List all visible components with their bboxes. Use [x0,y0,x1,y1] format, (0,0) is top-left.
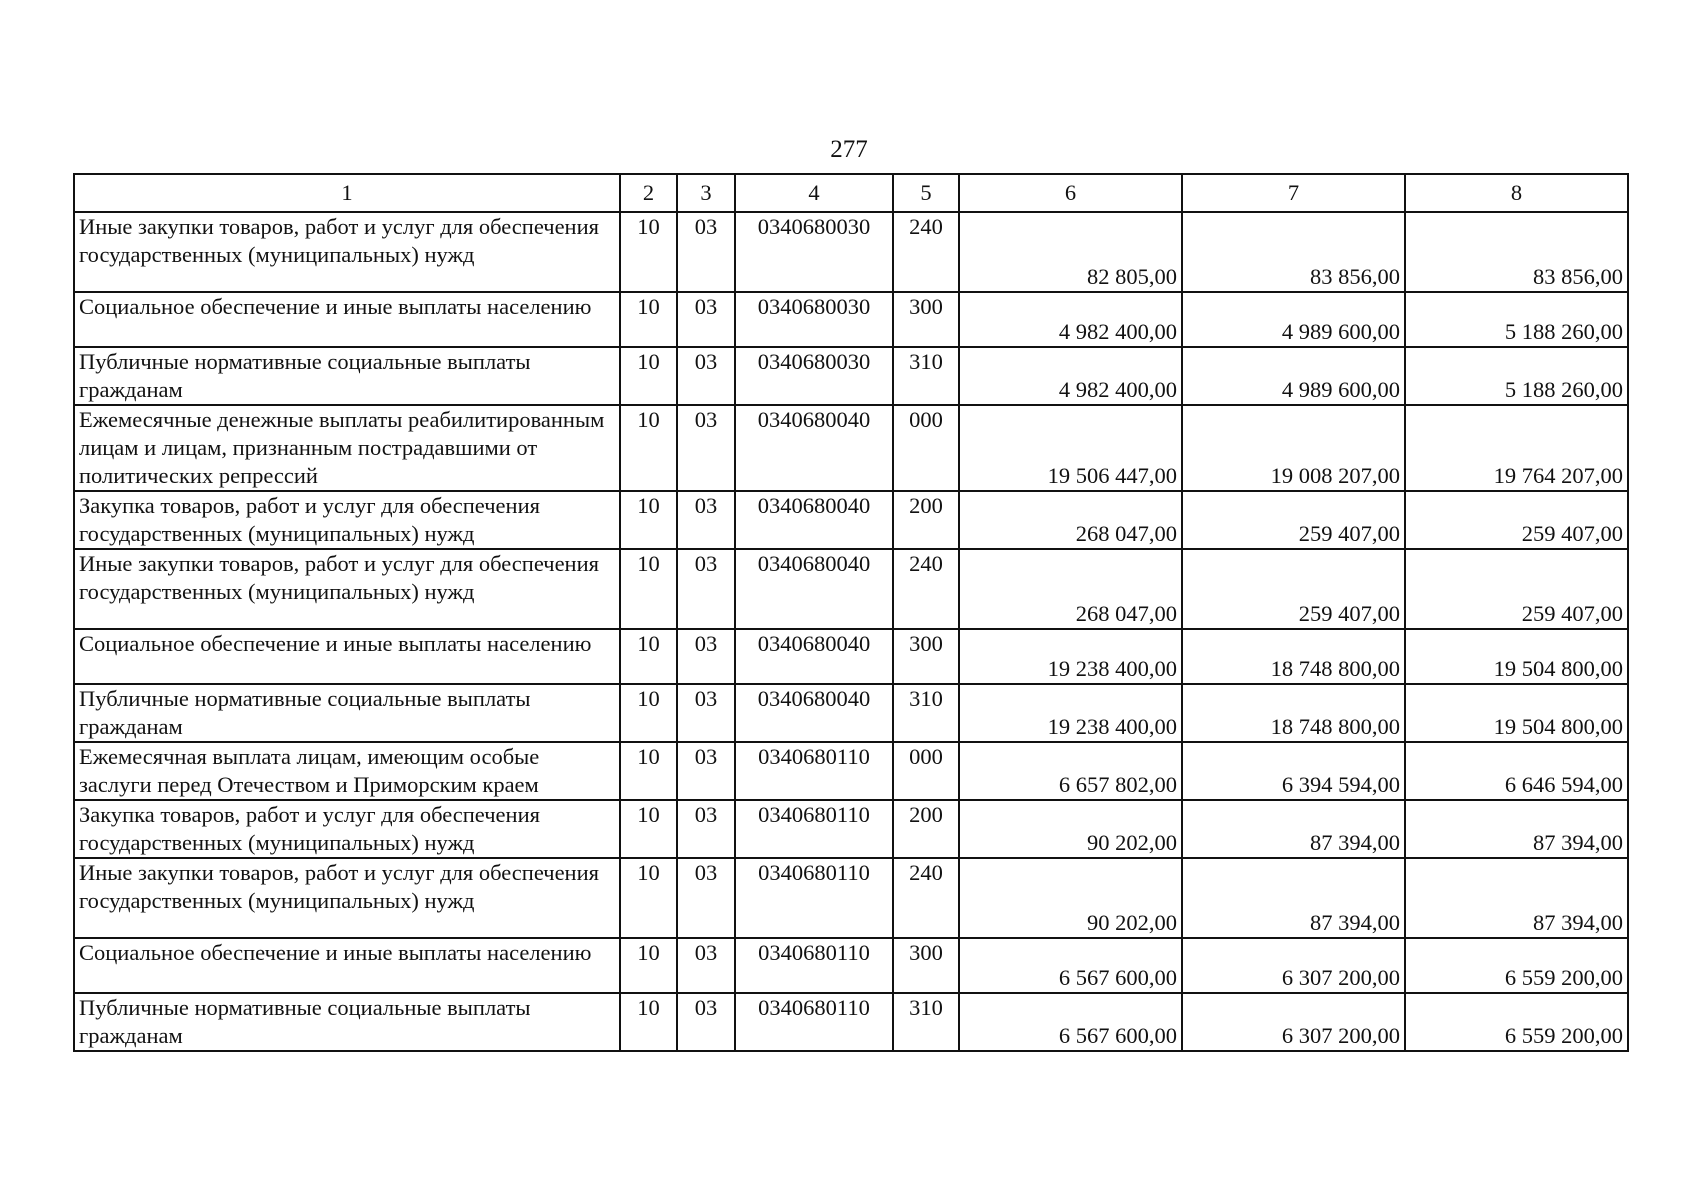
amount-col-6: 90 202,00 [959,858,1182,938]
column-header-5: 5 [893,174,959,212]
table-body [74,212,1628,1051]
target-article-code: 0340680040 [735,405,893,491]
section-code: 10 [620,212,677,292]
amount-col-7: 18 748 800,00 [1182,684,1405,742]
row-name: Иные закупки товаров, работ и услуг для обеспечения государственных (муниципальных) нужд [74,549,620,629]
row-name: Социальное обеспечение и иные выплаты населению [74,938,620,993]
target-article-code: 0340680030 [735,292,893,347]
amount-col-7: 83 856,00 [1182,212,1405,292]
row-name: Ежемесячная выплата лицам, имеющим особые заслуги перед Отечеством и Приморским краем [74,742,620,800]
subsection-code: 03 [677,742,735,800]
expense-type-code: 300 [893,938,959,993]
amount-col-6: 19 506 447,00 [959,405,1182,491]
amount-col-6: 90 202,00 [959,800,1182,858]
column-header-6: 6 [959,174,1182,212]
expense-type-code: 240 [893,212,959,292]
subsection-code: 03 [677,549,735,629]
expense-type-code: 310 [893,993,959,1051]
amount-col-6: 19 238 400,00 [959,629,1182,684]
amount-col-8: 6 646 594,00 [1405,742,1628,800]
section-code: 10 [620,405,677,491]
row-name: Публичные нормативные социальные выплаты гражданам [74,993,620,1051]
amount-col-7: 6 307 200,00 [1182,993,1405,1051]
expense-type-code: 300 [893,629,959,684]
row-name: Иные закупки товаров, работ и услуг для обеспечения государственных (муниципальных) нужд [74,858,620,938]
target-article-code: 0340680040 [735,684,893,742]
target-article-code: 0340680110 [735,858,893,938]
table-row [74,993,1628,1051]
budget-table [73,173,1629,1052]
amount-col-8: 87 394,00 [1405,800,1628,858]
expense-type-code: 240 [893,858,959,938]
section-code: 10 [620,684,677,742]
column-header-2: 2 [620,174,677,212]
target-article-code: 0340680030 [735,212,893,292]
subsection-code: 03 [677,800,735,858]
expense-type-code: 310 [893,684,959,742]
subsection-code: 03 [677,405,735,491]
table-row [74,292,1628,347]
expense-type-code: 200 [893,800,959,858]
table-row [74,549,1628,629]
expense-type-code: 310 [893,347,959,405]
header-row [74,174,1628,212]
expense-type-code: 300 [893,292,959,347]
amount-col-8: 5 188 260,00 [1405,347,1628,405]
table-row [74,858,1628,938]
section-code: 10 [620,800,677,858]
section-code: 10 [620,549,677,629]
column-header-1: 1 [74,174,620,212]
table-row [74,491,1628,549]
row-name: Иные закупки товаров, работ и услуг для обеспечения государственных (муниципальных) нужд [74,212,620,292]
amount-col-6: 4 982 400,00 [959,292,1182,347]
amount-col-7: 259 407,00 [1182,491,1405,549]
column-header-7: 7 [1182,174,1405,212]
amount-col-8: 5 188 260,00 [1405,292,1628,347]
section-code: 10 [620,938,677,993]
amount-col-6: 6 567 600,00 [959,993,1182,1051]
amount-col-8: 259 407,00 [1405,549,1628,629]
expense-type-code: 240 [893,549,959,629]
table-row [74,800,1628,858]
table-row [74,405,1628,491]
amount-col-8: 83 856,00 [1405,212,1628,292]
section-code: 10 [620,993,677,1051]
amount-col-6: 19 238 400,00 [959,684,1182,742]
section-code: 10 [620,347,677,405]
section-code: 10 [620,629,677,684]
target-article-code: 0340680040 [735,629,893,684]
row-name: Ежемесячные денежные выплаты реабилитированным лицам и лицам, признанным пострадавшими от политических репрессий [74,405,620,491]
amount-col-7: 87 394,00 [1182,858,1405,938]
amount-col-7: 19 008 207,00 [1182,405,1405,491]
subsection-code: 03 [677,292,735,347]
amount-col-6: 6 657 802,00 [959,742,1182,800]
table-row [74,212,1628,292]
expense-type-code: 000 [893,405,959,491]
target-article-code: 0340680110 [735,800,893,858]
amount-col-7: 6 307 200,00 [1182,938,1405,993]
row-name: Закупка товаров, работ и услуг для обеспечения государственных (муниципальных) нужд [74,491,620,549]
subsection-code: 03 [677,858,735,938]
expense-type-code: 000 [893,742,959,800]
subsection-code: 03 [677,212,735,292]
section-code: 10 [620,292,677,347]
table-row [74,347,1628,405]
amount-col-8: 259 407,00 [1405,491,1628,549]
amount-col-8: 19 504 800,00 [1405,684,1628,742]
table-row [74,742,1628,800]
section-code: 10 [620,742,677,800]
column-header-4: 4 [735,174,893,212]
amount-col-8: 19 504 800,00 [1405,629,1628,684]
target-article-code: 0340680040 [735,549,893,629]
target-article-code: 0340680040 [735,491,893,549]
subsection-code: 03 [677,491,735,549]
amount-col-7: 4 989 600,00 [1182,347,1405,405]
amount-col-8: 19 764 207,00 [1405,405,1628,491]
amount-col-6: 82 805,00 [959,212,1182,292]
amount-col-7: 4 989 600,00 [1182,292,1405,347]
section-code: 10 [620,858,677,938]
target-article-code: 0340680110 [735,993,893,1051]
amount-col-7: 259 407,00 [1182,549,1405,629]
subsection-code: 03 [677,684,735,742]
row-name: Публичные нормативные социальные выплаты гражданам [74,347,620,405]
amount-col-7: 6 394 594,00 [1182,742,1405,800]
row-name: Закупка товаров, работ и услуг для обеспечения государственных (муниципальных) нужд [74,800,620,858]
column-header-8: 8 [1405,174,1628,212]
subsection-code: 03 [677,938,735,993]
amount-col-8: 6 559 200,00 [1405,993,1628,1051]
amount-col-7: 18 748 800,00 [1182,629,1405,684]
amount-col-6: 6 567 600,00 [959,938,1182,993]
subsection-code: 03 [677,993,735,1051]
row-name: Социальное обеспечение и иные выплаты населению [74,292,620,347]
row-name: Публичные нормативные социальные выплаты гражданам [74,684,620,742]
column-header-3: 3 [677,174,735,212]
target-article-code: 0340680110 [735,938,893,993]
amount-col-6: 268 047,00 [959,491,1182,549]
expense-type-code: 200 [893,491,959,549]
table-row [74,938,1628,993]
amount-col-8: 6 559 200,00 [1405,938,1628,993]
target-article-code: 0340680030 [735,347,893,405]
amount-col-6: 4 982 400,00 [959,347,1182,405]
amount-col-8: 87 394,00 [1405,858,1628,938]
subsection-code: 03 [677,347,735,405]
section-code: 10 [620,491,677,549]
row-name: Социальное обеспечение и иные выплаты населению [74,629,620,684]
subsection-code: 03 [677,629,735,684]
target-article-code: 0340680110 [735,742,893,800]
table-row [74,629,1628,684]
page-number: 277 [830,136,868,163]
amount-col-7: 87 394,00 [1182,800,1405,858]
table-row [74,684,1628,742]
amount-col-6: 268 047,00 [959,549,1182,629]
